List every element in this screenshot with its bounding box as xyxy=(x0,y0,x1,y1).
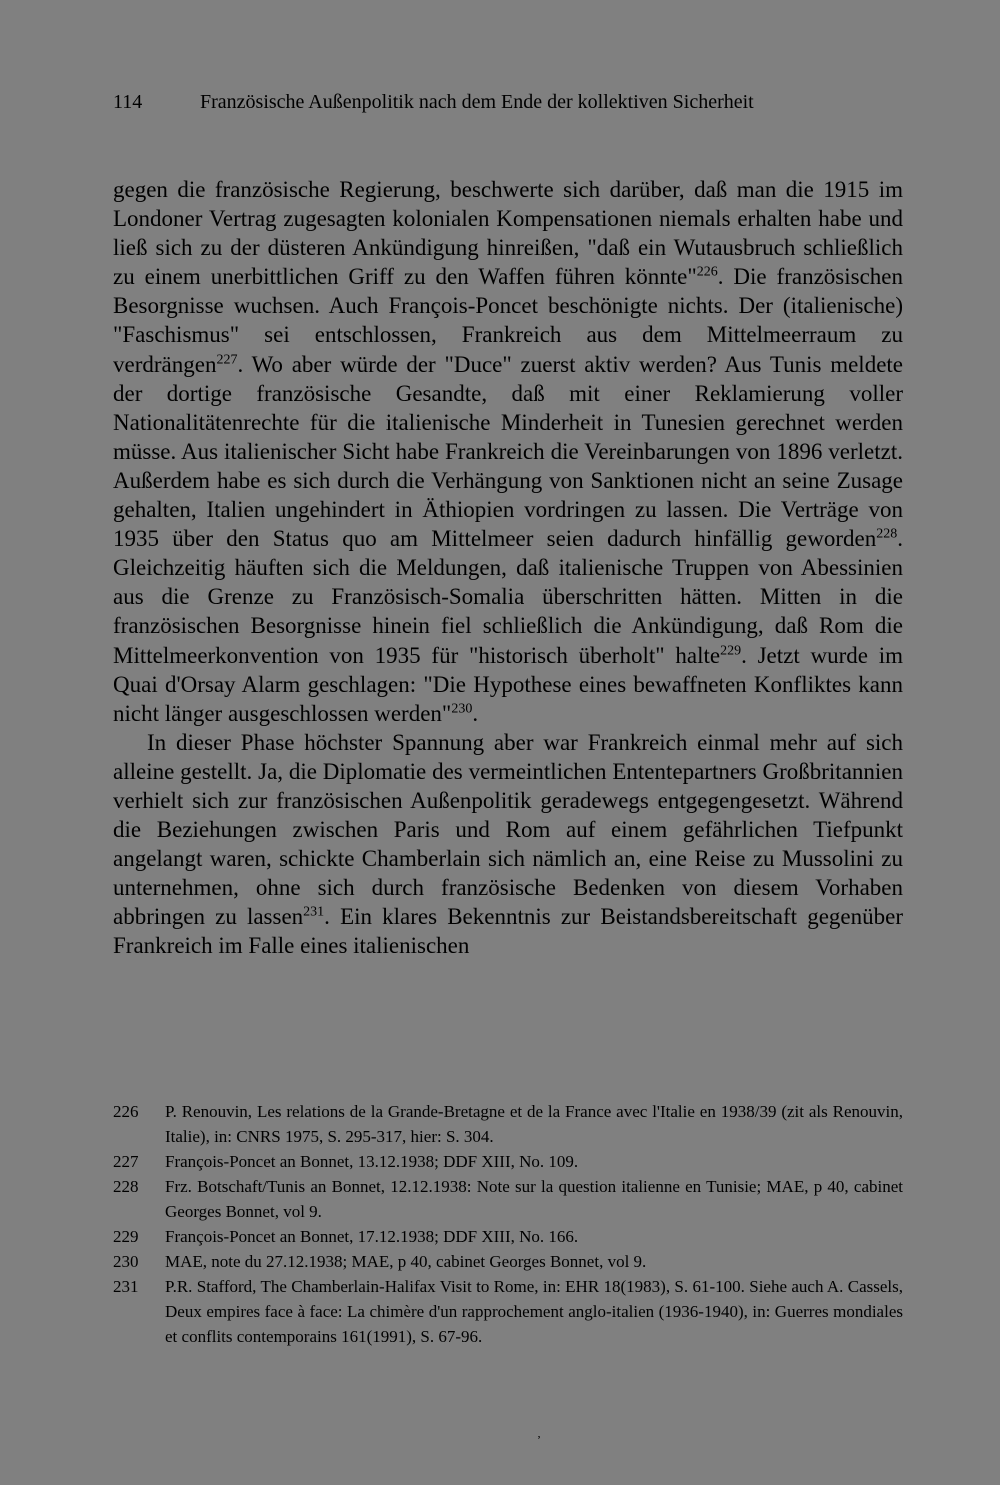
footnote-228 xyxy=(113,1174,903,1224)
footnote-text: MAE, note du 27.12.1938; MAE, p 40, cabinet Georges Bonnet, vol 9. xyxy=(165,1252,647,1271)
footnote-number: 227 xyxy=(113,1152,139,1171)
footnote-text: Frz. Botschaft/Tunis an Bonnet, 12.12.1938: Note sur la question italienne en Tunisie; MAE, p 40, cabinet Georges Bonnet, vol 9. xyxy=(165,1177,903,1221)
footnote-text: François-Poncet an Bonnet, 13.12.1938; DDF XIII, No. 109. xyxy=(165,1152,579,1171)
footnote-ref-231[interactable]: 231 xyxy=(303,904,325,920)
footnotes xyxy=(113,1099,903,1349)
text-run: . Jetzt wurde im Quai d'Orsay Alarm geschlagen: "Die Hypothese eines bewaffneten Konfliktes kann nicht länger ausgeschlossen werden" xyxy=(113,642,903,726)
footnote-number: 230 xyxy=(113,1252,139,1271)
footnote-ref-229[interactable]: 229 xyxy=(720,642,742,658)
footnote-text: François-Poncet an Bonnet, 17.12.1938; DDF XIII, No. 166. xyxy=(165,1227,579,1246)
footnote-226 xyxy=(113,1099,903,1149)
text-run: . xyxy=(472,700,479,726)
footnote-number: 231 xyxy=(113,1277,139,1296)
footnote-number: 226 xyxy=(113,1102,139,1121)
footnote-ref-228[interactable]: 228 xyxy=(876,526,898,542)
footnote-230 xyxy=(113,1249,903,1274)
footnote-text: P.R. Stafford, The Chamberlain-Halifax Visit to Rome, in: EHR 18(1983), S. 61-100. Siehe auch A. Cassels, Deux empires face à face: La chimère d'un rapprochement anglo-italien (1936-1940), in: Guerres mondiales et conflits contemporains 161(1991), S. 67-96. xyxy=(165,1277,903,1346)
page-mark: ‚ xyxy=(537,1426,541,1440)
footnote-ref-230[interactable]: 230 xyxy=(451,701,473,717)
text-run: gegen die französische Regierung, beschwerte sich darüber, daß man die 1915 im Londoner Vertrag zugesagten kolonialen Kompensationen niemals erhalten habe und ließ sich zu der düsteren Ankündigung hinreißen, "daß ein Wutausbruch schließlich zu einem unerbittlichen Griff zu den Waffen führen könnte" xyxy=(113,177,903,290)
paragraph-2 xyxy=(113,728,903,961)
footnote-number: 228 xyxy=(113,1177,139,1196)
footnote-227 xyxy=(113,1149,903,1174)
running-head xyxy=(113,88,903,116)
text-run: In dieser Phase höchster Spannung aber war Frankreich einmal mehr auf sich alleine gestellt. Ja, die Diplomatie des vermeintlichen Ententepartners Großbritannien verhielt sich zur französischen Außenpolitik geradewegs entgegengesetzt. Während die Beziehungen zwischen Paris und Rom auf einem gefährlichen Tiefpunkt angelangt waren, schickte Chamberlain sich nämlich an, eine Reise zu Mussolini zu unternehmen, ohne sich durch französische Bedenken von diesem Vorhaben abbringen zu lassen xyxy=(113,729,903,930)
text-run: . Gleichzeitig häuften sich die Meldungen, daß italienische Truppen von Abessinien aus die Grenze zu Französisch-Somalia überschritten hätten. Mitten in die französischen Besorgnisse hinein fiel schließlich die Ankündigung, daß Rom die Mittelmeerkonvention von 1935 für "historisch überholt" halte xyxy=(113,526,903,668)
footnote-number: 229 xyxy=(113,1227,139,1246)
running-title: Französische Außenpolitik nach dem Ende der kollektiven Sicherheit xyxy=(200,91,754,113)
paragraph-1 xyxy=(113,175,903,728)
footnote-229 xyxy=(113,1224,903,1249)
page-number: 114 xyxy=(113,91,143,113)
main-text xyxy=(113,175,903,961)
text-run: . Ein klares Bekenntnis zur Beistandsbereitschaft gegenüber Frankreich im Falle eines italienischen xyxy=(113,904,903,959)
footnote-text: P. Renouvin, Les relations de la Grande-Bretagne et de la France avec l'Italie en 1938/39 (zit als Renouvin, Italie), in: CNRS 1975, S. 295-317, hier: S. 304. xyxy=(165,1102,903,1146)
footnote-231 xyxy=(113,1274,903,1349)
text-run: . Die französischen Besorgnisse wuchsen. Auch François-Poncet beschönigte nichts. Der (italienische) "Faschismus" sei entschlossen, Frankreich aus dem Mittelmeerraum zu verdrängen xyxy=(113,264,904,377)
footnote-ref-227[interactable]: 227 xyxy=(216,351,238,367)
text-run: . Wo aber würde der "Duce" zuerst aktiv werden? Aus Tunis meldete der dortige französische Gesandte, daß mit einer Reklamierung voller Nationalitätenrechte für die italienische Minderheit in Tunesien gerechnet werden müsse. Aus italienischer Sicht habe Frankreich die Vereinbarungen von 1896 verletzt. Außerdem habe es sich durch die Verhängung von Sanktionen nicht an seine Zusage gehalten, Italien ungehindert in Äthiopien vordringen zu lassen. Die Verträge von 1935 über den Status quo am Mittelmeer seien dadurch hinfällig geworden xyxy=(113,351,903,552)
footnote-ref-226[interactable]: 226 xyxy=(696,264,718,280)
